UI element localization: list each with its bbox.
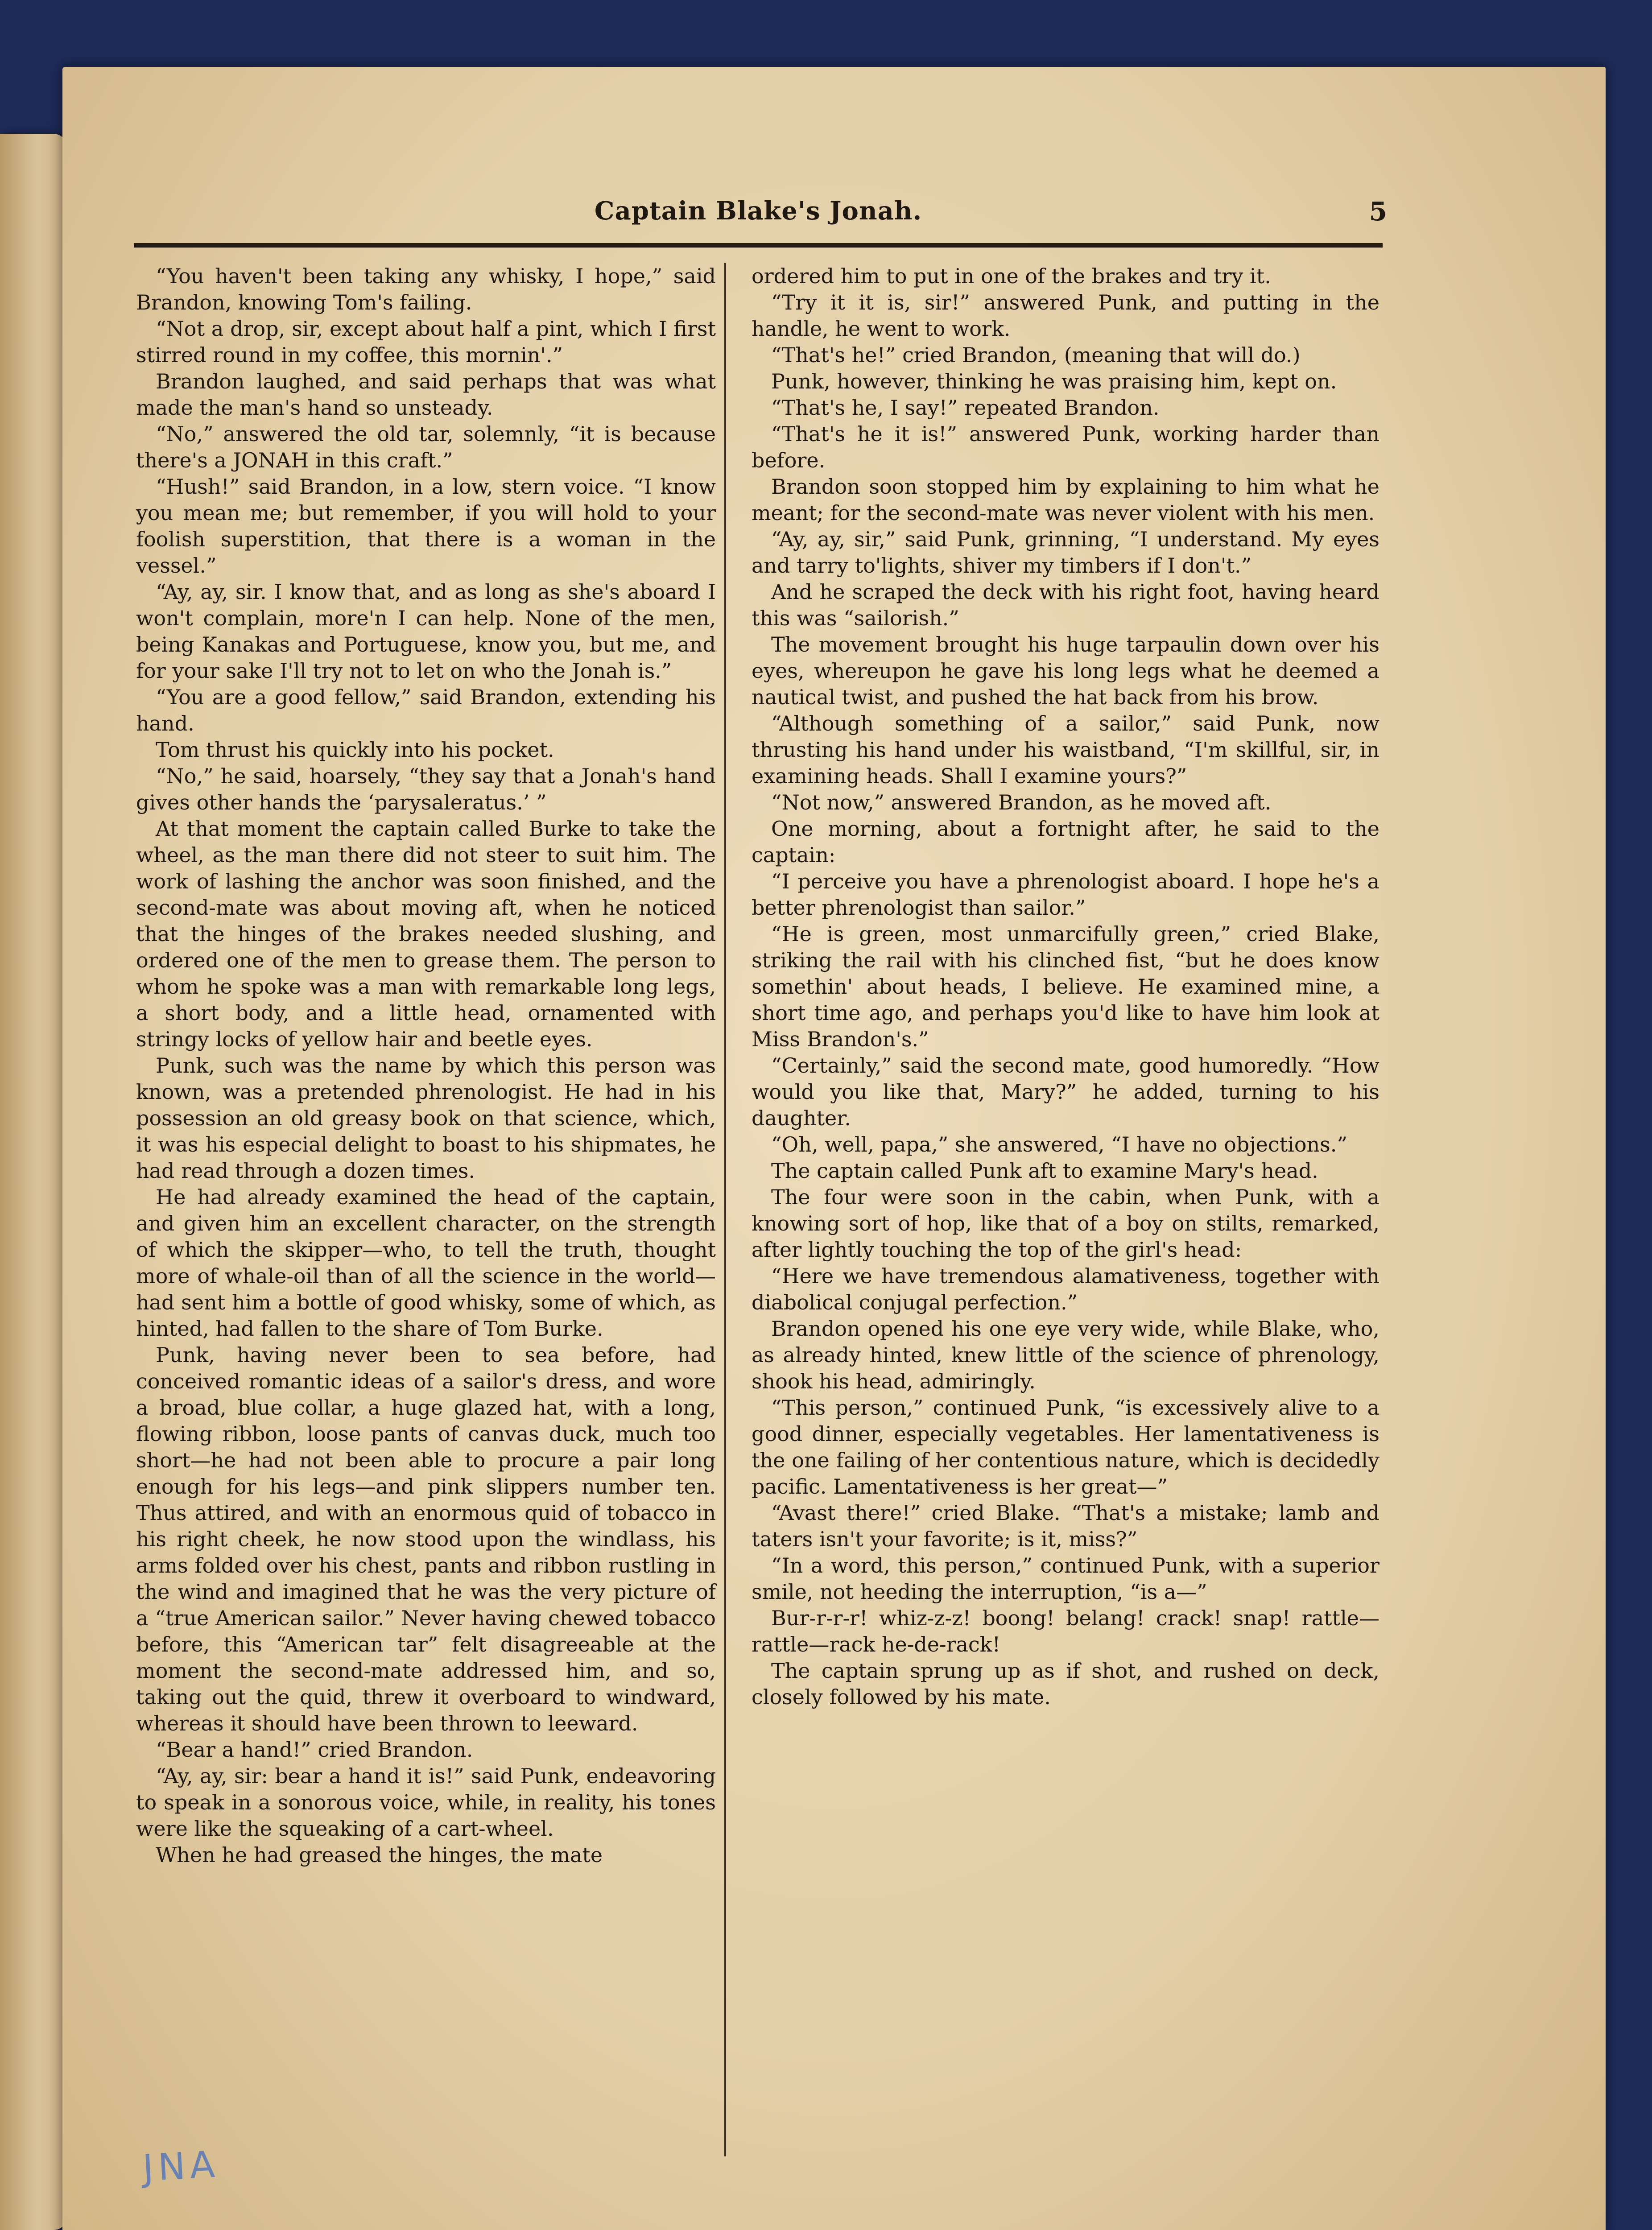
paragraph: Punk, having never been to sea before, had conceived romantic ideas of a sailor's dress, and wore a broad, blue collar, a huge glazed hat, with a long, flowing ribbon, loose pants of canvas duck, much too short—he had not been able to procure a pair long enough for his legs—and pink slippers number ten. Thus attired, and with an enormous quid of tobacco in his right cheek, he now stood upon the windlass, his arms folded over his chest, pants and ribbon rustling in the wind and imagined that he was the very picture of a “true American sailor.” Never having chewed tobacco before, this “American tar” felt disagreeable at the moment the second-mate addressed him, and so, taking out the quid, threw it overboard to windward, whereas it should have been thrown to leeward. [136,1343,716,1735]
paragraph: “Oh, well, papa,” she answered, “I have no objections.” [771,1132,1347,1156]
paragraph: When he had greased the hinges, the mate [156,1843,603,1867]
paragraph: “Ay, ay, sir,” said Punk, grinning, “I understand. My eyes and tarry to'lights, shiver my timbers if I don't.” [752,527,1379,578]
paragraph: “Here we have tremendous alamativeness, together with diabolical conjugal perfection.” [752,1264,1379,1314]
paragraph: “Bear a hand!” cried Brandon. [156,1738,473,1762]
paragraph: “I perceive you have a phrenologist aboard. I hope he's a better phrenologist than sailor.” [752,869,1379,920]
column-divider [724,263,726,2156]
ink-stamp: JNA [141,2143,220,2190]
paragraph: “No,” he said, hoarsely, “they say that a Jonah's hand gives other hands the ‘parysaleratus.’ ” [136,764,716,814]
paragraph: “You haven't been taking any whisky, I hope,” said Brandon, knowing Tom's failing. [136,264,716,314]
right-column [752,263,1379,1710]
paragraph: “That's he it is!” answered Punk, working harder than before. [752,422,1379,472]
paragraph: “No,” answered the old tar, solemnly, “it is because there's a JONAH in this craft.” [136,422,716,472]
paragraph: Tom thrust his quickly into his pocket. [156,738,554,762]
paragraph: “Although something of a sailor,” said Punk, now thrusting his hand under his waistband, “I'm skillful, sir, in examining heads. Shall I examine yours?” [752,711,1379,788]
header-rule [134,243,1383,248]
paragraph: “You are a good fellow,” said Brandon, extending his hand. [136,685,716,735]
paragraph: The movement brought his huge tarpaulin down over his eyes, whereupon he gave his long legs what he deemed a nautical twist, and pushed the hat back from his brow. [752,632,1379,709]
paragraph: “Not now,” answered Brandon, as he moved aft. [771,790,1272,814]
paragraph: “That's he, I say!” repeated Brandon. [771,396,1160,420]
paragraph: “Ay, ay, sir: bear a hand it is!” said Punk, endeavoring to speak in a sonorous voice, while, in reality, his tones were like the squeaking of a cart-wheel. [136,1764,716,1841]
paragraph: The captain called Punk aft to examine Mary's head. [771,1159,1318,1183]
paragraph: Bur-r-r-r! whiz-z-z! boong! belang! crack! snap! rattle—rattle—rack he-de-rack! [752,1606,1379,1656]
paragraph: One morning, about a fortnight after, he said to the captain: [752,817,1379,867]
paragraph: The four were soon in the cabin, when Punk, with a knowing sort of hop, like that of a boy on stilts, remarked, after lightly touching the top of the girl's head: [752,1185,1379,1262]
left-column [136,263,716,1868]
paragraph: “In a word, this person,” continued Punk, with a superior smile, not heeding the interruption, “is a—” [752,1553,1379,1604]
left-page-edge [0,134,67,2230]
paragraph: And he scraped the deck with his right foot, having heard this was “sailorish.” [752,580,1379,630]
story-title: Captain Blake's Jonah. [594,196,922,226]
paragraph: The captain sprung up as if shot, and rushed on deck, closely followed by his mate. [752,1659,1379,1709]
paragraph: ordered him to put in one of the brakes and try it. [752,264,1271,288]
paragraph: “Avast there!” cried Blake. “That's a mistake; lamb and taters isn't your favorite; is it, miss?” [752,1501,1379,1551]
running-header [134,196,1387,245]
paragraph: He had already examined the head of the captain, and given him an excellent character, on the strength of which the skipper—who, to tell the truth, thought more of whale-oil than of all the science in the world—had sent him a bottle of good whisky, some of which, as hinted, had fallen to the share of Tom Burke. [136,1185,716,1341]
paragraph: “He is green, most unmarcifully green,” cried Blake, striking the rail with his clinched fist, “but he does know somethin' about heads, I believe. He examined mine, a short time ago, and perhaps you'd like to have him look at Miss Brandon's.” [752,922,1379,1051]
paragraph: At that moment the captain called Burke to take the wheel, as the man there did not steer to suit him. The work of lashing the anchor was soon finished, and the second-mate was about moving aft, when he noticed that the hinges of the brakes needed slushing, and ordered one of the men to grease them. The person to whom he spoke was a man with remarkable long legs, a short body, and a little head, ornamented with stringy locks of yellow hair and beetle eyes. [136,817,716,1051]
paragraph: “Not a drop, sir, except about half a pint, which I first stirred round in my coffee, this mornin'.” [136,317,716,367]
paragraph: “Ay, ay, sir. I know that, and as long as she's aboard I won't complain, more'n I can help. None of the men, being Kanakas and Portuguese, know you, but me, and for your sake I'll try not to let on who the Jonah is.” [136,580,716,683]
paragraph: Brandon soon stopped him by explaining to him what he meant; for the second-mate was never violent with his men. [752,475,1379,525]
paragraph: “Hush!” said Brandon, in a low, stern voice. “I know you mean me; but remember, if you will hold to your foolish superstition, that there is a woman in the vessel.” [136,475,716,578]
paragraph: Punk, such was the name by which this person was known, was a pretended phrenologist. He had in his possession an old greasy book on that science, which, it was his especial delight to boast to his shipmates, he had read through a dozen times. [136,1053,716,1183]
paragraph: “Try it it is, sir!” answered Punk, and putting in the handle, he went to work. [752,290,1379,341]
paragraph: Brandon laughed, and said perhaps that was what made the man's hand so unsteady. [136,369,716,420]
paragraph: “That's he!” cried Brandon, (meaning that will do.) [771,343,1301,367]
paragraph: “Certainly,” said the second mate, good humoredly. “How would you like that, Mary?” he added, turning to his daughter. [752,1053,1379,1130]
page-number: 5 [1369,196,1387,227]
paragraph: “This person,” continued Punk, “is excessively alive to a good dinner, especially vegetables. Her lamentativeness is the one failing of her contentious nature, which is decidedly pacific. Lamentativeness is her great—” [752,1396,1379,1499]
paragraph: Punk, however, thinking he was praising him, kept on. [771,369,1337,393]
paragraph: Brandon opened his one eye very wide, while Blake, who, as already hinted, knew little of the science of phrenology, shook his head, admiringly. [752,1317,1379,1393]
